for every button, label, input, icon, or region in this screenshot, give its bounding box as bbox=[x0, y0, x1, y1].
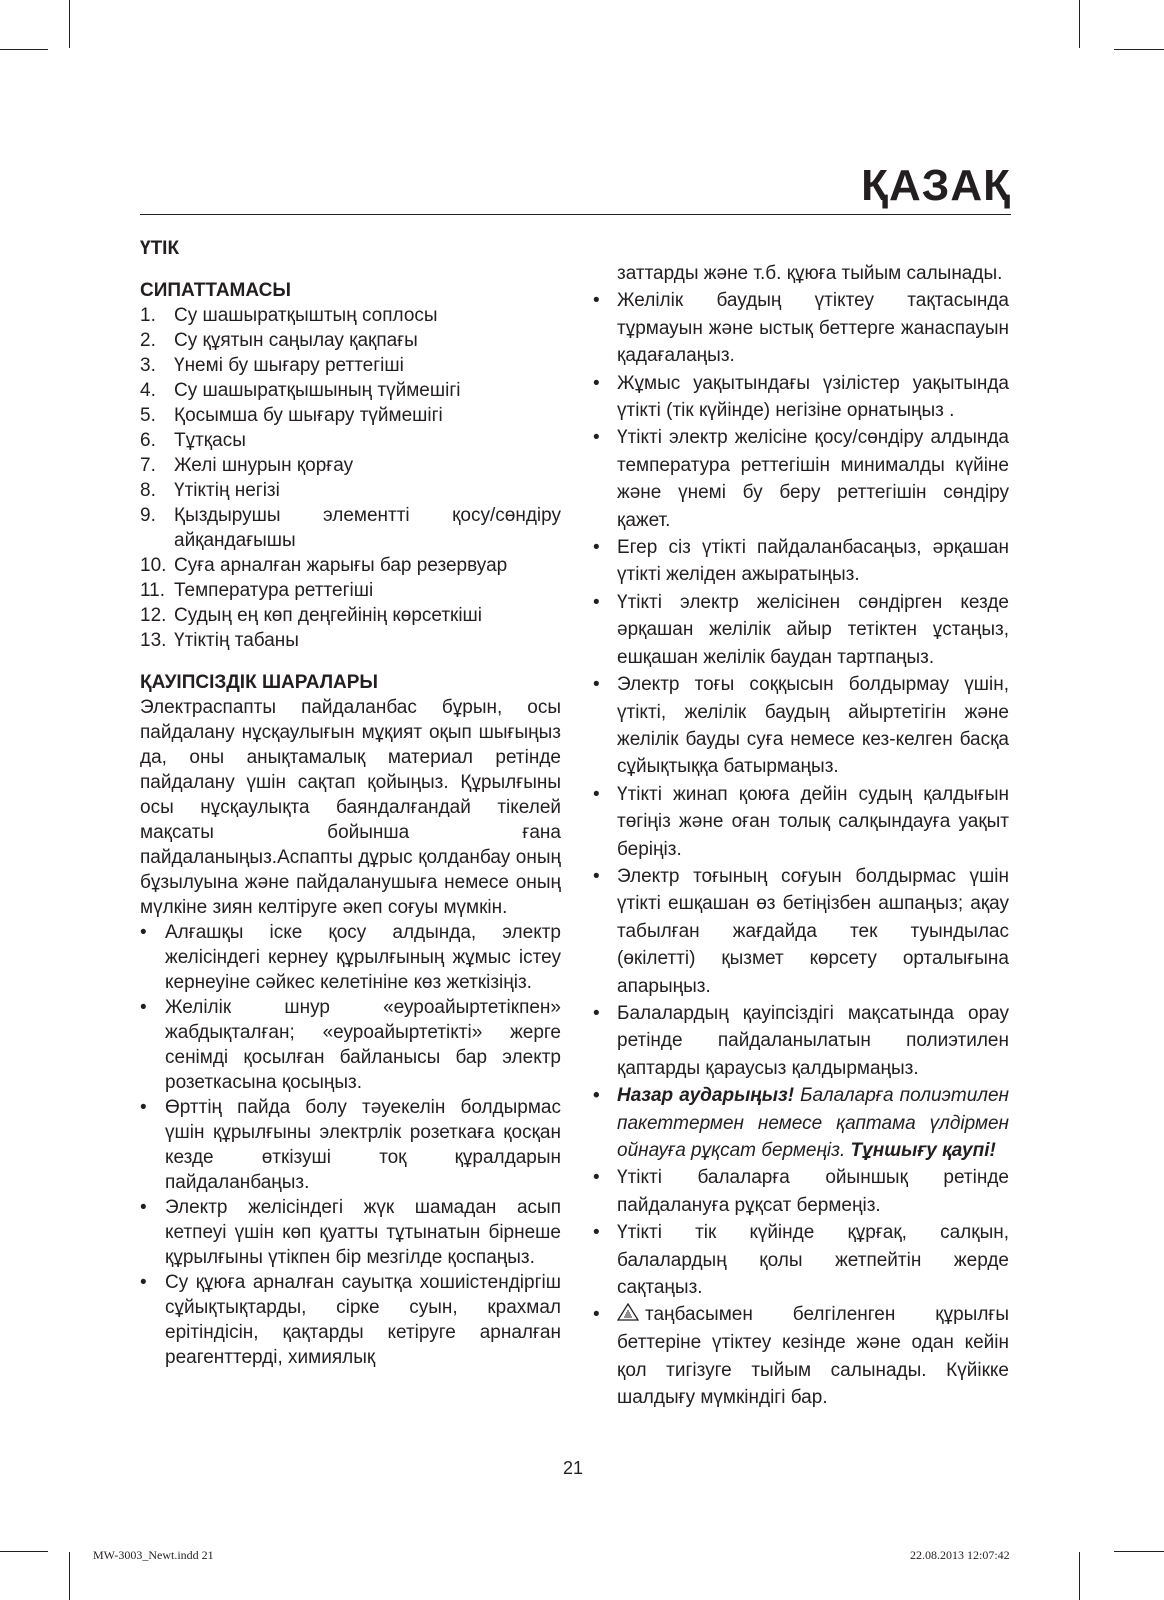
hot-surface-warning-icon bbox=[617, 1302, 639, 1329]
bullet-mark: • bbox=[140, 997, 147, 1018]
bullet-text: Үтікті жинап қоюға дейін судың қалдығын төгіңіз және оған толық салқындауға уақыт беріңіз. bbox=[617, 783, 1009, 860]
list-item bbox=[140, 628, 561, 653]
bullet-mark: • bbox=[593, 1167, 600, 1189]
list-item bbox=[593, 287, 1009, 369]
item-text: Судың ең көп деңгейінің көрсеткіші bbox=[174, 605, 483, 626]
list-item bbox=[593, 781, 1009, 863]
bullet-mark: • bbox=[593, 537, 600, 559]
item-number: 4. bbox=[140, 380, 156, 401]
list-item bbox=[140, 1195, 561, 1270]
warning-italic: Балаларға полиэтилен пакеттермен немесе қаптама үлдірмен ойнауға рұқсат бермеңіз. bbox=[617, 1085, 1010, 1161]
bullet-mark: • bbox=[593, 427, 600, 449]
bullet-text: Егер сіз үтікті пайдаланбасаңыз, әрқашан үтікті желіден ажыратыңыз. bbox=[617, 537, 1009, 586]
list-item bbox=[593, 1219, 1009, 1301]
safety-heading: ҚАУІПСІЗДІК ШАРАЛАРЫ bbox=[140, 672, 379, 693]
item-number: 11. bbox=[140, 580, 166, 601]
bullet-text: Желілік шнур «еуроайыртетікпен» жабдықталған; «еуроайыртетікті» жерге сенімді қосылған байланысы бар электр розеткасына қосыңыз. bbox=[165, 997, 561, 1093]
list-item bbox=[140, 303, 561, 328]
bullet-mark: • bbox=[593, 783, 600, 805]
hot-surface-bullet-list bbox=[593, 1301, 1009, 1411]
item-text: Қыздырушы элементті қосу/сөндіру айқандағышы bbox=[174, 505, 561, 551]
bullet-mark: • bbox=[593, 1222, 600, 1244]
item-text: Үтіктің негізі bbox=[174, 480, 280, 501]
footer-file: MW-3003_Newt.indd 21 bbox=[93, 1548, 214, 1562]
item-text: Суға арналған жарығы бар резервуар bbox=[174, 555, 508, 576]
item-number: 1. bbox=[140, 305, 156, 326]
crop-mark bbox=[1114, 49, 1164, 50]
bullet-text: Электр тоғының соғуын болдырмас үшін үтікті ешқашан өз бетіңізбен ашпаңыз; ақау табылған жағдайда тек туындылас (өкілетті) қызмет көрсету орталығына апарыңыз. bbox=[617, 865, 1009, 997]
bullet-text: Су құюға арналған сауытқа хошиістендіргіш сұйықтықтарды, сірке суын, крахмал ерітіндісін, қақтарды кетіруге арналған реагенттерді, химиялық bbox=[165, 1272, 561, 1368]
item-number: 7. bbox=[140, 455, 156, 476]
list-item bbox=[593, 1301, 1009, 1411]
item-text: Желі шнурын қорғау bbox=[174, 455, 354, 476]
page-number: 21 bbox=[563, 1458, 584, 1478]
list-item bbox=[593, 1164, 1009, 1219]
item-number: 6. bbox=[140, 430, 156, 451]
crop-mark bbox=[69, 0, 70, 48]
safety-bullets-right bbox=[593, 287, 1009, 1082]
product-title: ҮТІК bbox=[140, 238, 180, 259]
item-text: Тұтқасы bbox=[174, 430, 246, 451]
bullet-mark: • bbox=[593, 290, 600, 312]
footer-datetime: 22.08.2013 12:07:42 bbox=[910, 1548, 1010, 1562]
bullet-text: Жұмыс уақытындағы үзілістер уақытында үтікті (тік күйінде) негізіне орнатыңыз . bbox=[617, 372, 1009, 422]
bullet-text: Желілік баудың үтіктеу тақтасында тұрмауын және ыстық беттерге жанаспауын қадағалаңыз. bbox=[617, 290, 1009, 367]
list-item bbox=[593, 370, 1009, 425]
list-item bbox=[140, 1270, 561, 1370]
item-number: 8. bbox=[140, 480, 156, 501]
list-item bbox=[140, 603, 561, 628]
bullet-text: Үтікті балаларға ойыншық ретінде пайдалануға рұқсат бермеңіз. bbox=[617, 1167, 1009, 1216]
crop-mark bbox=[0, 1551, 48, 1552]
bullet-text: Электр тоғы соққысын болдырмау үшін, үтікті, желілік баудың айыртетігін және желілік бауды суға немесе кез-келген басқа сұйықтыққа батырмаңыз. bbox=[617, 674, 1009, 778]
item-text: Үтіктің табаны bbox=[174, 630, 299, 651]
description-heading: СИПАТТАМАСЫ bbox=[140, 280, 291, 301]
list-item bbox=[140, 403, 561, 428]
crop-mark bbox=[69, 1552, 70, 1600]
list-item bbox=[593, 1000, 1009, 1082]
warning-bold: Назар аударыңыз! bbox=[617, 1085, 795, 1107]
parts-list bbox=[140, 303, 561, 653]
bullet-mark: • bbox=[593, 865, 600, 887]
crop-mark bbox=[0, 49, 48, 50]
bullet-text: Балалардың қауіпсіздігі мақсатында орау ретінде пайдаланылатын полиэтилен қаптарды қараусыз қалдырмаңыз. bbox=[617, 1002, 1009, 1079]
item-number: 3. bbox=[140, 355, 156, 376]
right-column bbox=[593, 260, 1009, 1411]
crop-mark bbox=[1079, 0, 1080, 48]
bullet-mark: • bbox=[593, 1002, 600, 1024]
bullet-text: Үтікті тік күйінде құрғақ, салқын, балалардың қолы жетпейтін жерде сақтаңыз. bbox=[617, 1222, 1009, 1299]
item-text: Температура реттегіші bbox=[174, 580, 374, 601]
item-text: Су құятын саңылау қақпағы bbox=[174, 330, 418, 351]
bullet-mark: • bbox=[140, 922, 147, 943]
bullet-text: Өрттің пайда болу тәуекелін болдырмас үшін құрылғыны электрлік розеткаға қосқан кезде өткізуші тоқ құралдарын пайдаланбаңыз. bbox=[165, 1097, 561, 1193]
item-text: Қосымша бу шығару түймешігі bbox=[174, 405, 443, 426]
list-item bbox=[140, 503, 561, 553]
bullet-mark: • bbox=[140, 1197, 147, 1218]
list-item bbox=[593, 534, 1009, 589]
bullet-text: Үтікті электр желісіне қосу/сөндіру алдында температура реттегішін минималды күйіне және үнемі бу беру реттегішін сөндіру қажет. bbox=[617, 427, 1009, 531]
list-item bbox=[140, 378, 561, 403]
bullet-text: Үтікті электр желісінен сөндірген кезде әрқашан желілік айыр тетіктен ұстаңыз, ешқашан желілік баудан тартпаңыз. bbox=[617, 591, 1009, 668]
item-text: Су шашыратқышының түймешігі bbox=[174, 380, 461, 401]
bullet-text: Электр желісіндегі жүк шамадан асып кетпеуі үшін көп қуатты тұтынатын бірнеше құрылғыны үтікпен бір мезгілде қоспаңыз. bbox=[165, 1197, 561, 1268]
header-rule bbox=[140, 214, 1011, 215]
list-item bbox=[140, 428, 561, 453]
hot-surface-text-wrap bbox=[617, 1301, 1009, 1411]
item-number: 9. bbox=[140, 505, 156, 526]
list-item bbox=[140, 1095, 561, 1195]
safety-bullets-right-after bbox=[593, 1164, 1009, 1301]
list-item bbox=[593, 1082, 1009, 1164]
list-item bbox=[140, 578, 561, 603]
safety-intro: Электраспапты пайдаланбас бұрын, осы пайдалану нұсқаулығын мұқият оқып шығыңыз да, оны анықтамалық материал ретінде пайдалану үшін сақтап қойыңыз. Құрылғыны осы нұсқаулықта баяндалғандай тікелей мақсаты бойынша ғана пайдаланыңыз.Аспапты дұрыс қолданбау оның бұзылуына және пайдаланушыға немесе оның мүлкіне зиян келтіруге әкеп соғуы мүмкін. bbox=[140, 697, 561, 918]
bullet-text: Алғашқы іске қосу алдында, электр желісіндегі кернеу құрылғының жұмыс істеу кернеуіне сәйкес келетініне көз жеткізіңіз. bbox=[165, 922, 561, 993]
item-number: 12. bbox=[140, 605, 167, 626]
list-item bbox=[593, 589, 1009, 671]
left-column bbox=[140, 236, 561, 1370]
list-item bbox=[140, 353, 561, 378]
list-item bbox=[593, 424, 1009, 534]
list-item bbox=[140, 553, 561, 578]
list-item bbox=[140, 328, 561, 353]
bullet-mark: • bbox=[593, 674, 600, 696]
bullet-mark: • bbox=[593, 591, 600, 613]
crop-mark bbox=[1079, 1552, 1080, 1600]
hot-surface-text: таңбасымен белгіленген құрылғы беттеріне үтіктеу кезінде және одан кейін қол тигізуге тыйым салынады. Күйікке шалдығу мүмкіндігі бар. bbox=[617, 1304, 1009, 1408]
continued-text: заттарды және т.б. құюға тыйым салынады. bbox=[617, 263, 1003, 284]
bullet-mark: • bbox=[593, 372, 600, 394]
warning-bullet-list bbox=[593, 1082, 1009, 1164]
list-item bbox=[140, 478, 561, 503]
list-item bbox=[140, 920, 561, 995]
bullet-mark: • bbox=[140, 1272, 147, 1293]
list-item bbox=[593, 671, 1009, 781]
crop-mark bbox=[1114, 1551, 1164, 1552]
warning-text bbox=[617, 1082, 1009, 1164]
bullet-mark: • bbox=[593, 1304, 600, 1326]
list-item bbox=[140, 453, 561, 478]
item-text: Үнемі бу шығару реттегіші bbox=[174, 355, 404, 376]
item-number: 13. bbox=[140, 630, 167, 651]
item-number: 2. bbox=[140, 330, 156, 351]
list-item bbox=[140, 995, 561, 1095]
bullet-mark: • bbox=[593, 1085, 600, 1107]
item-number: 5. bbox=[140, 405, 156, 426]
safety-bullets-left bbox=[140, 920, 561, 1370]
language-heading: ҚАЗАҚ bbox=[861, 161, 1011, 210]
warning-bold-end: Тұншығу қаупі! bbox=[850, 1140, 996, 1161]
bullet-mark: • bbox=[140, 1097, 147, 1118]
item-text: Су шашыратқыштың соплосы bbox=[174, 305, 438, 326]
list-item bbox=[593, 863, 1009, 1000]
item-number: 10. bbox=[140, 555, 167, 576]
